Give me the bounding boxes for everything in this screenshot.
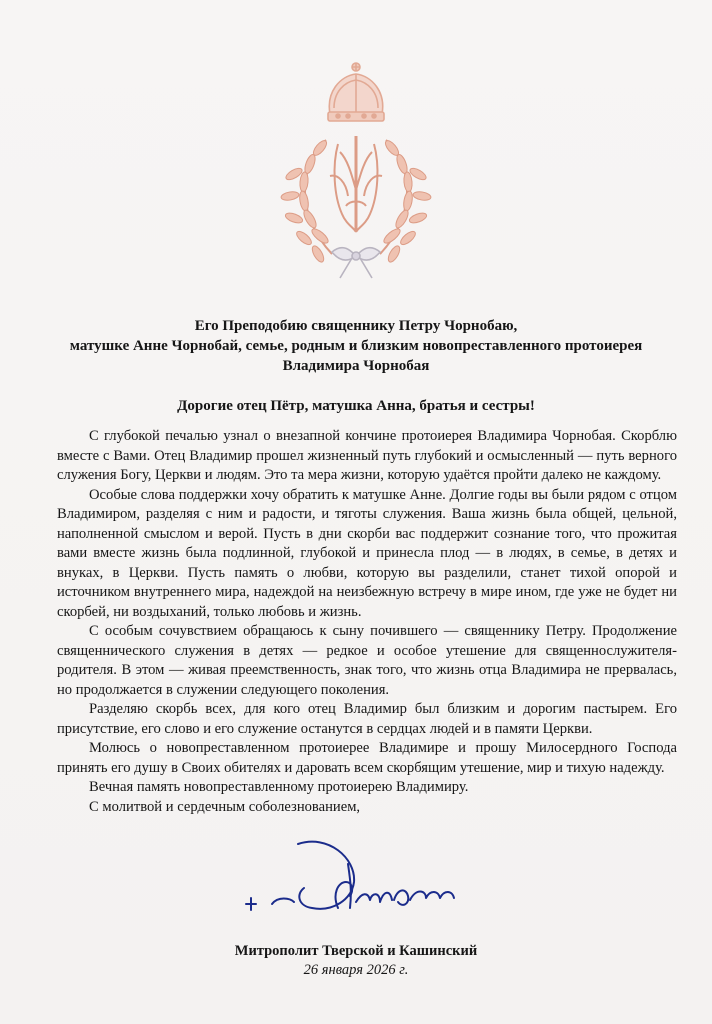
paragraph-6: Вечная память новопреставленному протоиерею Владимиру. xyxy=(89,779,469,795)
crown-icon xyxy=(328,63,384,121)
signer-title: Митрополит Тверской и Кашинский xyxy=(234,943,478,959)
letter-body xyxy=(57,427,677,817)
letter-date: 26 января 2026 г. xyxy=(303,962,409,978)
handwritten-signature xyxy=(238,838,478,930)
paragraph-7: С молитвой и сердечным соболезнованием, xyxy=(89,798,361,815)
addressee-line-3: Владимира Чорнобая xyxy=(282,358,430,374)
paragraph-2: Особые слова поддержки хочу обратить к матушке Анне. Долгие годы вы были рядом с отцом Владимиром, разделяя с ним и радости, и тяготы служения. Ваша жизнь была общей, цельной, наполненной смыслом и верой. Пусть в дни скорби вас поддержит сознание того, что прожитая вами вместе жизнь была подлинной, глубокой и принесла плод — в людях, в семье, в детях и внуках, в Церкви. Пусть память о любви, которую вы разделили, станет тихой опорой и источником внутреннего мира, надеждой на неизбежную встречу в мире ином, где уже не будет ни скорбей, ни воздыханий, только любовь и жизнь. xyxy=(57,486,677,620)
greeting: Дорогие отец Пётр, матушка Анна, братья и сестры! xyxy=(177,398,535,414)
paragraph-4: Разделяю скорбь всех, для кого отец Владимир был близким и дорогим пастырем. Его присутствие, его слово и его служение останутся в сердцах людей и в памяти Церкви. xyxy=(57,701,677,737)
addressee-line-1: Его Преподобию священнику Петру Чорнобаю, xyxy=(194,318,518,334)
addressee-block xyxy=(30,316,682,376)
paragraph-5: Молюсь о новопреставленном протоиерее Владимире и прошу Милосердного Господа принять его душу в Своих обителях и даровать всем скорбящим утешение, мир и тихую надежду. xyxy=(57,740,677,776)
crown-monogram-emblem xyxy=(268,56,444,282)
monogram-icon xyxy=(330,136,382,232)
wreath-left-icon xyxy=(280,139,332,264)
ribbon-bow-icon xyxy=(332,248,380,278)
addressee-line-2: матушке Анне Чорнобай, семье, родным и близким новопреставленного протоиерея xyxy=(69,338,643,354)
wreath-right-icon xyxy=(380,139,432,264)
paragraph-1: С глубокой печалью узнал о внезапной кончине протоиерея Владимира Чорнобая. Скорблю вместе с Вами. Отец Владимир прошел жизненный путь глубокий и осмысленный — путь верного служения Богу, Церкви и людям. Это та мера жизни, которую удаётся пройти далеко не каждому. xyxy=(57,428,677,483)
paragraph-3: С особым сочувствием обращаюсь к сыну почившего — священнику Петру. Продолжение священнического служения в детях — редкое и особое утешение для священнослужителя-родителя. В этом — живая преемственность, знак того, что жизнь отца Владимира не прервалась, но продолжается в служении следующего поколения. xyxy=(57,623,677,698)
